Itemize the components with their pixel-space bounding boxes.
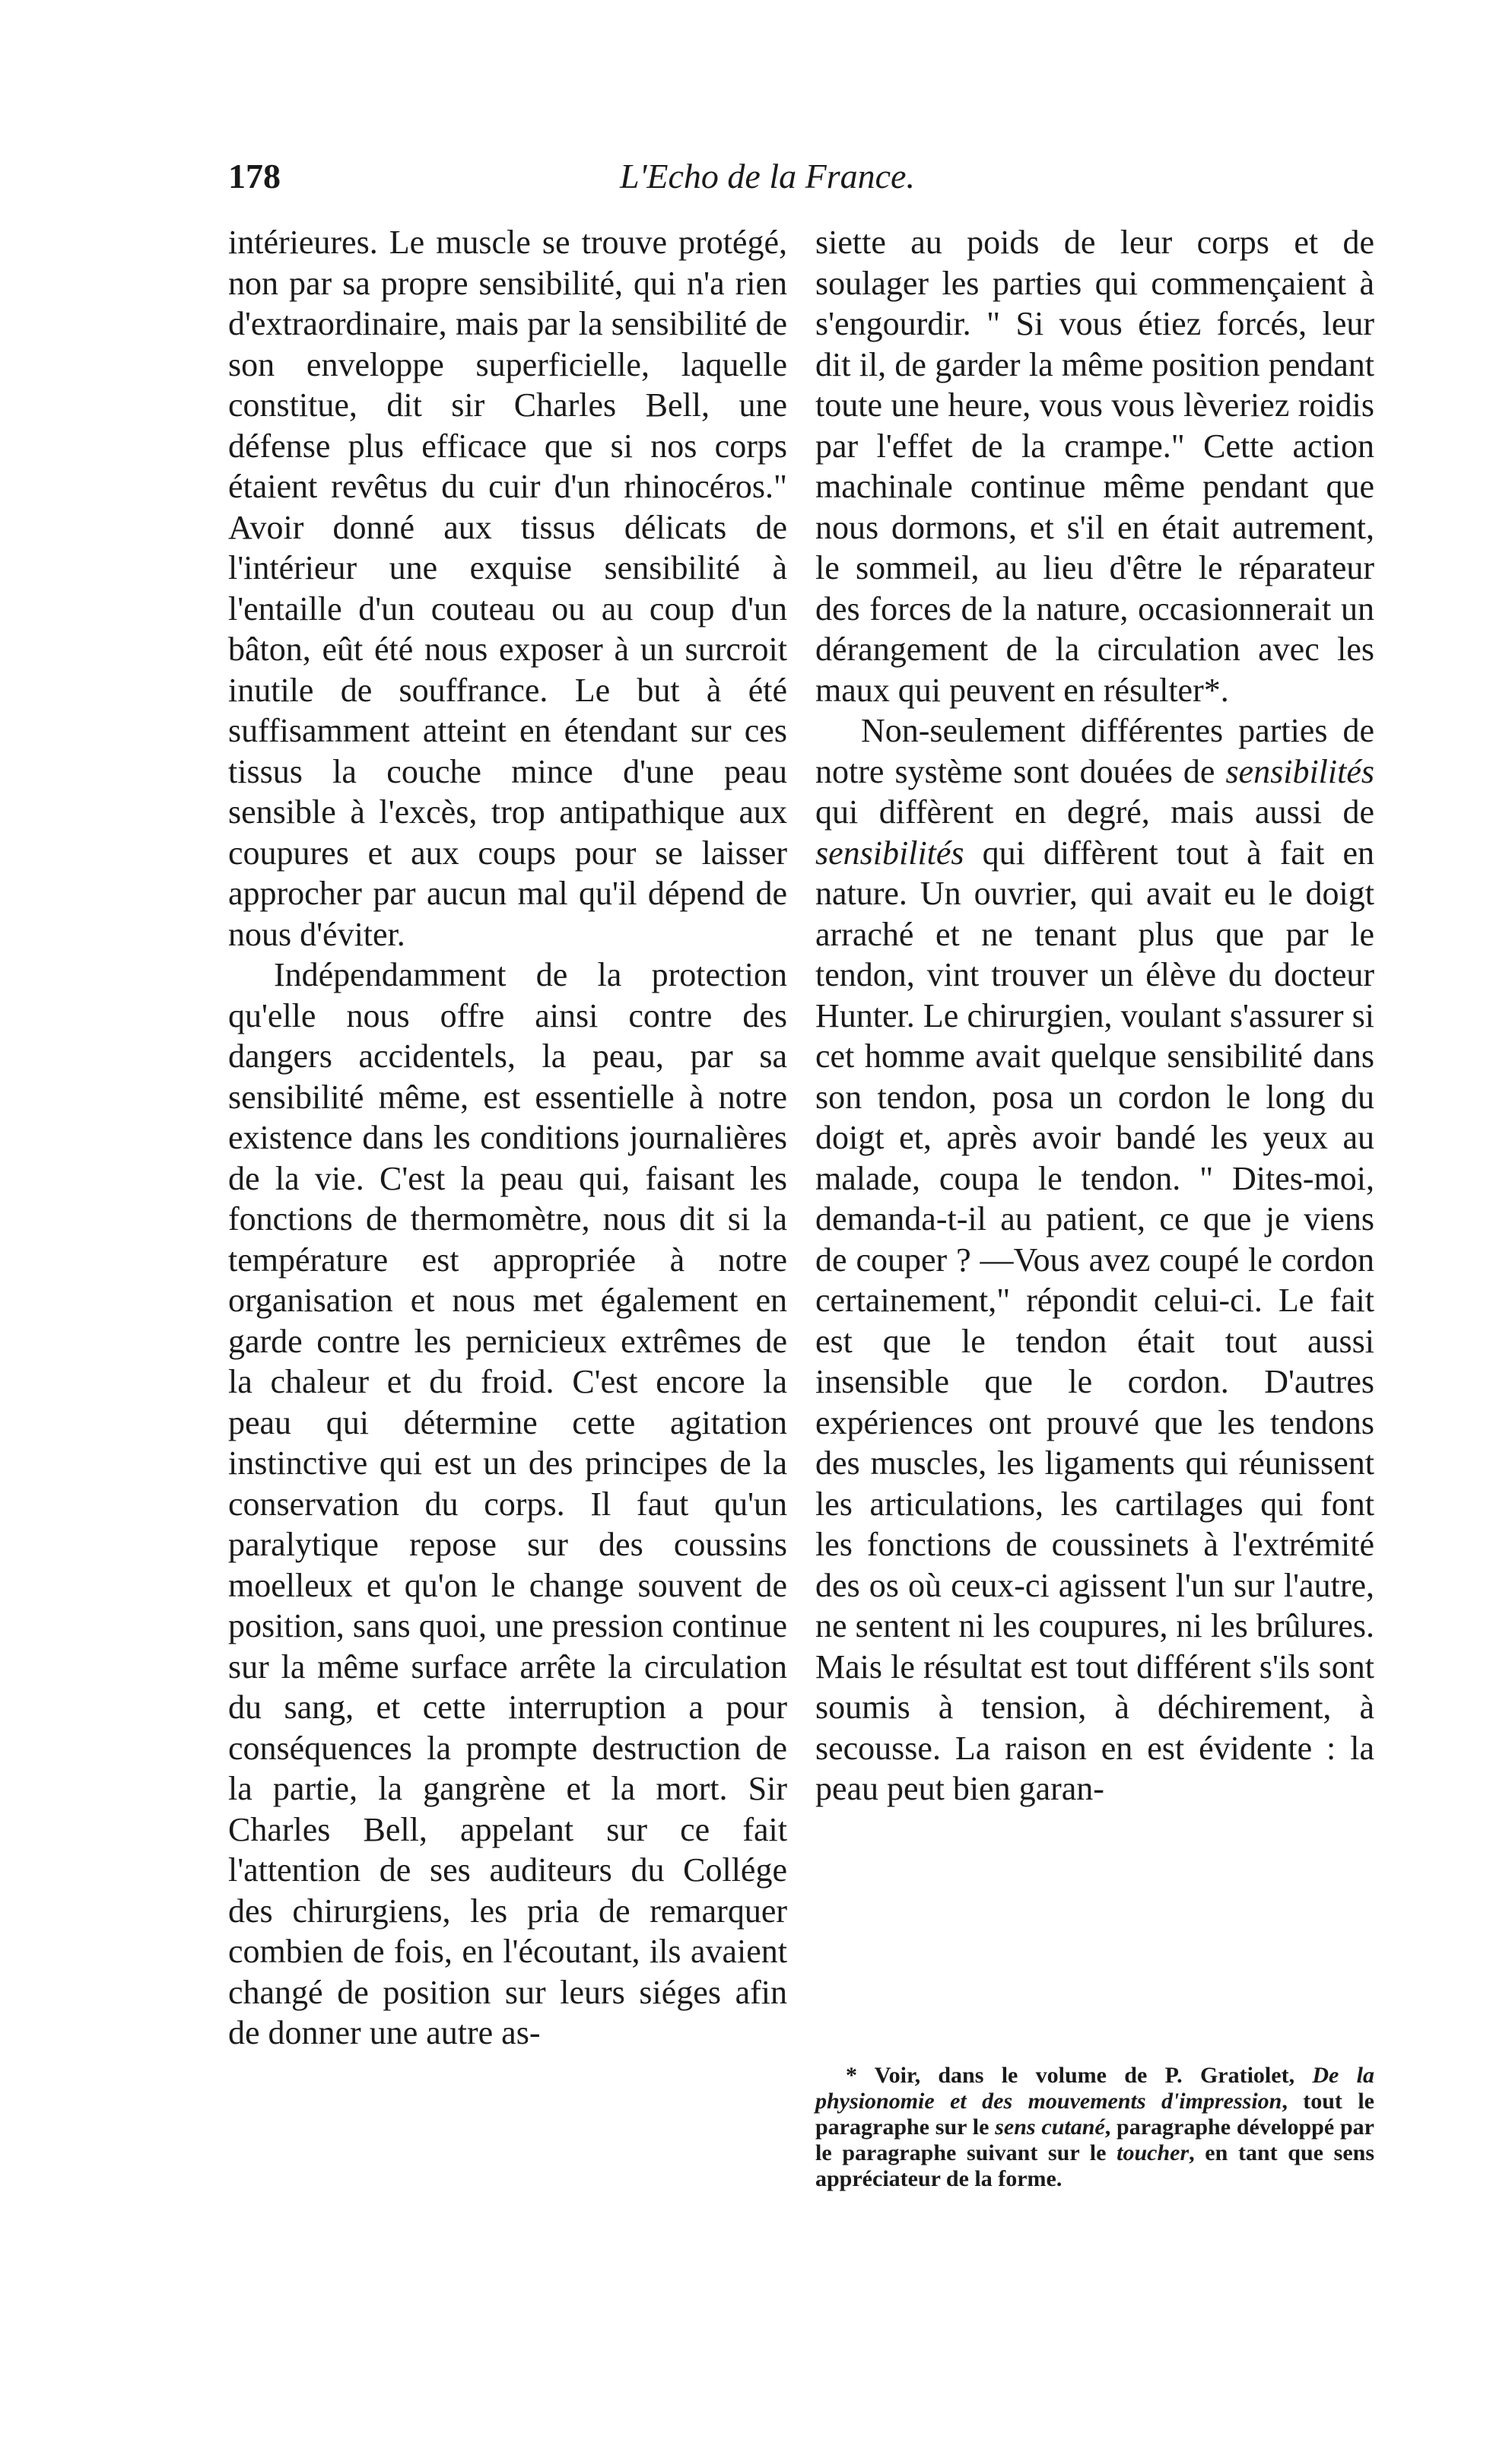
page-header — [228, 156, 1316, 209]
text-run: , paragraphe développé par le paragraphe suivant sur le — [815, 2114, 1374, 2165]
text-run: qui diffèrent en degré, mais aussi de — [815, 793, 1374, 831]
footnote — [815, 2063, 1374, 2192]
page-number: 178 — [228, 157, 281, 195]
text-run: Non-seulement différentes parties de notre système sont douées de — [815, 712, 1374, 790]
paragraph: Indépendamment de la protection qu'elle nous offre ainsi contre des dangers accidentels, la peau, par sa sensibilité même, est essentielle à notre existence dans les conditions journalières de la vie. C'est la peau qui, faisant les fonctions de thermomètre, nous dit si la température est appropriée à notre organisation et nous met également en garde contre les pernicieux extrêmes de la chaleur et du froid. C'est encore la peau qui détermine cette agitation instinctive qui est un des principes de la conservation du corps. Il faut qu'un paralytique repose sur des coussins moelleux et qu'on le change souvent de position, sans quoi, une pression continue sur la même surface arrête la circulation du sang, et cette interruption a pour conséquences la prompte destruction de la partie, la gangrène et la mort. Sir Charles Bell, appelant sur ce fait l'attention de ses auditeurs du Collége des chirurgiens, les pria de remarquer combien de fois, en l'écoutant, ils avaient changé de position sur leurs siéges afin de donner une autre as- — [228, 956, 787, 2051]
text-run: , en tant que sens appréciateur de la forme. — [815, 2140, 1374, 2191]
left-column — [228, 222, 787, 2054]
right-column — [815, 222, 1374, 1809]
emphasis: sensibilités — [1225, 752, 1374, 790]
paragraph: siette au poids de leur corps et de soulager les parties qui commençaient à s'engourdir. " Si vous étiez forcés, leur dit il, de garder la même position pendant toute une heure, vous vous lèveriez roidis par l'effet de la crampe." Cette action machinale continue même pendant que nous dormons, et s'il en était autrement, le sommeil, au lieu d'être le réparateur des forces de la nature, occasionnerait un dérangement de la circulation avec les maux qui peuvent en résulter*. — [815, 224, 1374, 709]
emphasis: toucher — [1117, 2140, 1190, 2165]
text-run: , tout le paragraphe sur le — [815, 2089, 1374, 2140]
emphasis: De la physionomie et des mouvements d'impression — [815, 2063, 1374, 2114]
text-run: * Voir, dans le volume de P. Gratiolet, — [846, 2063, 1313, 2088]
paragraph: intérieures. Le muscle se trouve protégé, non par sa propre sensibilité, qui n'a rien d'extraordinaire, mais par la sensibilité de son enveloppe superficielle, laquelle constitue, dit sir Charles Bell, une défense plus efficace que si nos corps étaient revêtus du cuir d'un rhinocéros." Avoir donné aux tissus délicats de l'intérieur une exquise sensibilité à l'entaille d'un couteau ou au coup d'un bâton, eût été nous exposer à un surcroit inutile de souffrance. Le but à été suffisamment atteint en étendant sur ces tissus la couche mince d'une peau sensible à l'excès, trop antipathique aux coupures et aux coups pour se laisser approcher par aucun mal qu'il dépend de nous d'éviter. — [228, 224, 787, 953]
running-title: L'Echo de la France. — [620, 157, 915, 195]
text-run: qui diffèrent tout à fait en nature. Un ouvrier, qui avait eu le doigt arraché et ne tenant plus que par le tendon, vint trouver un élève du docteur Hunter. Le chirurgien, voulant s'assurer si cet homme avait quelque sensibilité dans son tendon, posa un cordon le long du doigt et, après avoir bandé les yeux au malade, coupa le tendon. " Dites-moi, demanda-t-il au patient, ce que je viens de couper ? —Vous avez coupé le cordon certainement," répondit celui-ci. Le fait est que le tendon était tout aussi insensible que le cordon. D'autres expériences ont prouvé que les tendons des muscles, les ligaments qui réunissent les articulations, les cartilages qui font les fonctions de coussinets à l'extrémité des os où ceux-ci agissent l'un sur l'autre, ne sentent ni les coupures, ni les brûlures. Mais le résultat est tout différent s'ils sont soumis à tension, à déchirement, à secousse. La raison en est évidente : la peau peut bien garan- — [815, 834, 1374, 1807]
paragraph — [815, 710, 1374, 1809]
emphasis: sens cutané — [995, 2114, 1105, 2140]
emphasis: sensibilités — [815, 834, 964, 872]
